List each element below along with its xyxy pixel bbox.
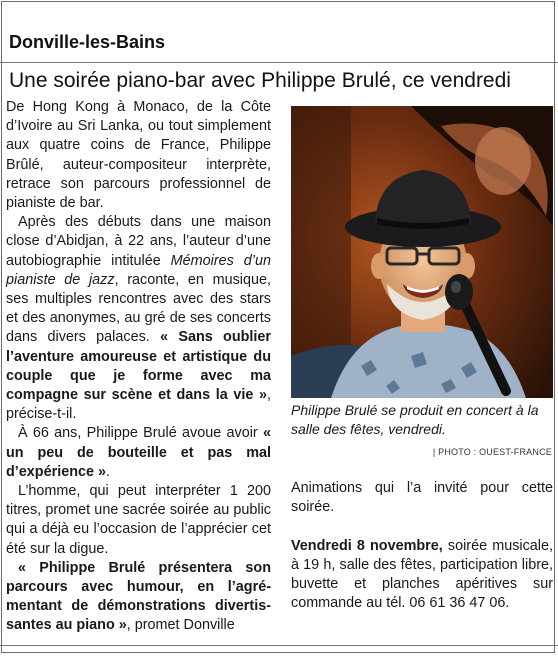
bottom-divider xyxy=(0,645,558,646)
paragraph-repertoire: L’homme, qui peut interpréter 1 200 titres, promet une sacrée soirée au public qui a déjà eu l’occasion de l’apprécier cet été sur la digue. xyxy=(6,483,271,557)
article-column-right xyxy=(291,479,553,613)
article-column-left xyxy=(6,98,271,636)
event-details: soirée musicale, à 19 h, salle des fêtes, participation libre, buvette et planches apéritives sur commande au tél. 06 61 36 47 06. xyxy=(291,537,553,612)
pull-quote: « un peu de bouteille et pas mal d’expérience » xyxy=(6,425,271,480)
paragraph-continuation: Animations qui l’a invité pour cette soirée. xyxy=(291,480,553,516)
photo-credit: | PHOTO : OUEST-FRANCE xyxy=(432,447,552,457)
article-location: Donville-les-Bains xyxy=(9,32,166,52)
pull-quote: « Sans oublier l’aventure amoureuse et artistique du couple que je forme avec ma compagne sur scène et dans la vie » xyxy=(6,329,272,404)
pull-quote: « Philippe Brulé présentera son parcours avec humour, en l’agrémentant de démonstrations divertissantes au piano » xyxy=(6,559,271,634)
event-date: Vendredi 8 novembre, xyxy=(291,537,443,554)
event-info xyxy=(291,537,553,614)
article-photo xyxy=(291,106,553,398)
paragraph-humour: « Philippe Brulé présentera son parcours avec humour, en l’agrémentant de démonstrations divertissantes au piano », promet Donville xyxy=(6,559,271,634)
paragraph-intro: De Hong Kong à Monaco, de la Côte d’Ivoire au Sri Lanka, ou tout simplement aux quatre coins de France, Philippe Brûlé, auteur-compositeur interprète, retrace son parcours professionnel de pianiste de bar. xyxy=(6,99,271,212)
paragraph-age: À 66 ans, Philippe Brulé avoue avoir « un peu de bouteille et pas mal d’expérience ». xyxy=(6,425,271,480)
photo-caption: Philippe Brulé se produit en concert à la salle des fêtes, vendredi. xyxy=(291,402,539,437)
article-headline: Une soirée piano-bar avec Philippe Brulé, ce vendredi xyxy=(9,69,511,92)
top-divider xyxy=(0,62,558,63)
pianist-portrait-illustration xyxy=(291,106,553,398)
paragraph-career: Après des débuts dans une maison close d’Abidjan, à 22 ans, l’auteur d’une autobiographie intitulée Mémoires d’un pianiste de jazz, raconte, en musique, ses multiples rencontres avec des stars et des anonymes, au gré de ses concerts dans divers palaces. « Sans oublier l’aventure amoureuse et artistique du couple que je forme avec ma compagne sur scène et dans la vie », précise-t-il. xyxy=(6,214,272,423)
book-title: Mémoires d’un pianiste de jazz xyxy=(6,252,271,288)
